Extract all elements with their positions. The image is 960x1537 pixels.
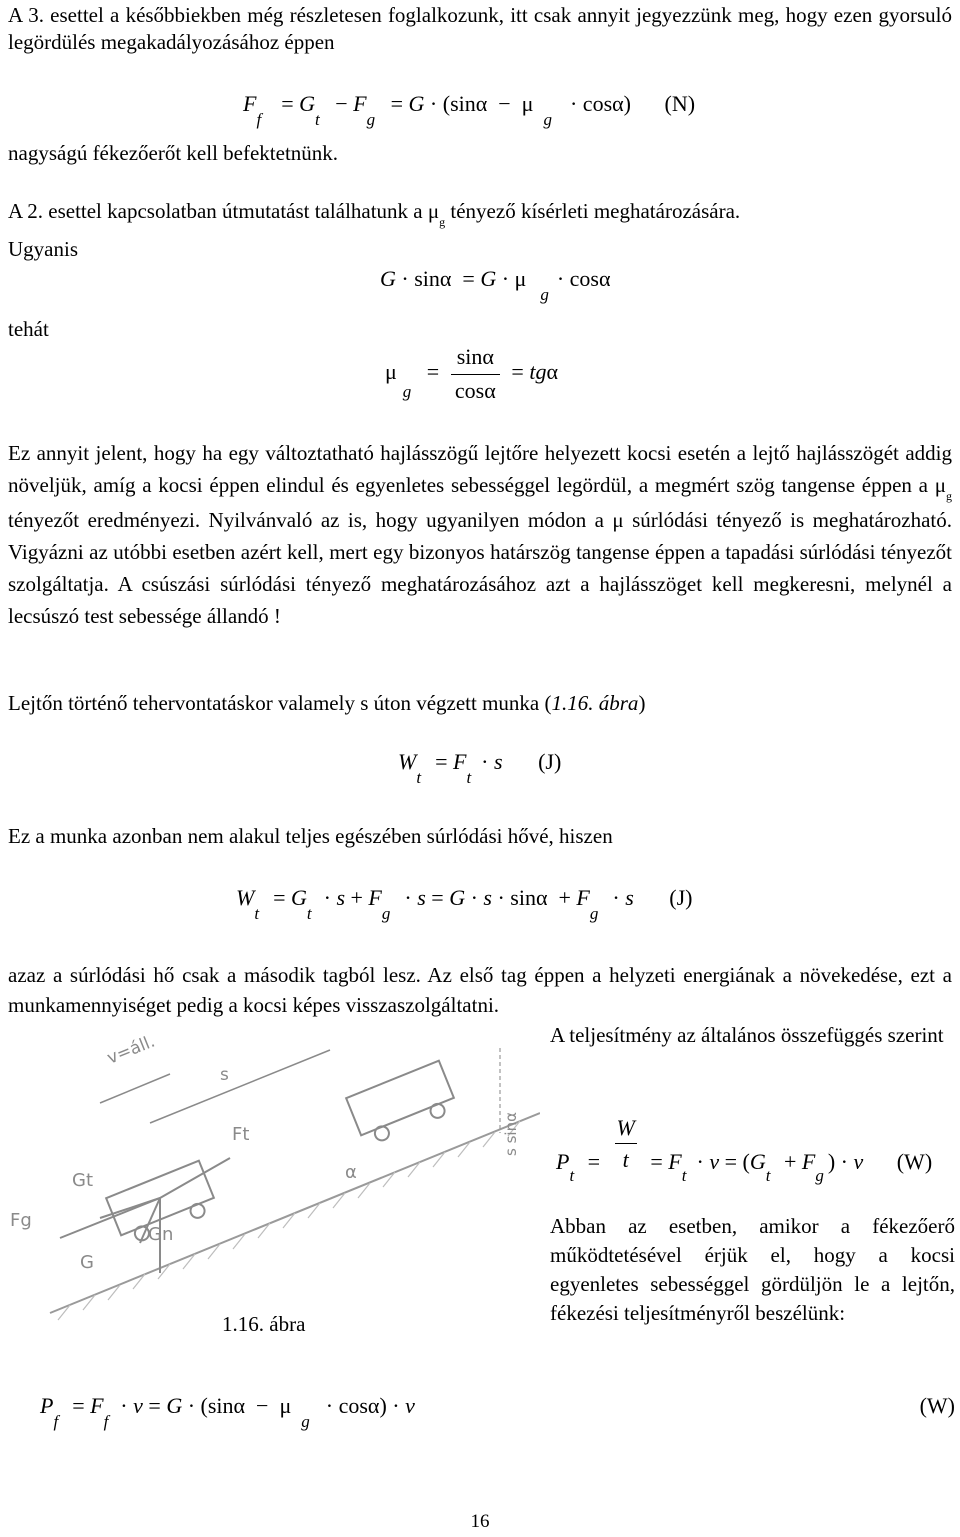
- label-tehat: tehát: [8, 317, 49, 341]
- mu-symbol: μ: [385, 359, 397, 385]
- label-alpha: α: [345, 1162, 357, 1183]
- fraction-numerator: sinα: [451, 343, 500, 375]
- equation-work-split: $W_t= G_t\cdot s + F_g\cdot s = G \cdot s \cdot \sin\alpha + F_g\cdot s$ (J): [236, 885, 693, 923]
- incline-hatching: [58, 1121, 520, 1320]
- para-power: A teljesítmény az általános összefüggés szerint: [550, 1023, 944, 1047]
- para-energy: azaz a súrlódási hő csak a második tagból lesz. Az első tag éppen a helyzeti energiának a növekedése, ezt a munkamennyiséget pedig a kocsi képes visszaszolgáltatni.: [8, 963, 952, 1017]
- mu-sub: g: [402, 382, 412, 402]
- para-work-text: Lejtőn történő tehervontatáskor valamely s úton végzett munka (: [8, 691, 552, 715]
- para-work-close: ): [638, 691, 646, 715]
- mu-g-sub: g: [946, 489, 952, 503]
- para-braking: nagyságú fékezőerőt kell befektetnünk.: [8, 141, 339, 165]
- page-number: 16: [470, 1511, 490, 1532]
- equation-equilibrium: $G \cdot \sin\alpha = G \cdot \mu_g\cdot \cos\alpha$: [380, 266, 611, 304]
- s-arrow: [150, 1050, 330, 1123]
- label-ssin: s sinα: [502, 1112, 520, 1156]
- label-g: G: [80, 1252, 94, 1273]
- para-experiment: [8, 198, 741, 229]
- fraction-denominator: t: [622, 1146, 629, 1172]
- label-s: s: [220, 1065, 229, 1085]
- equation-unit: (N): [664, 91, 696, 116]
- equation-power: $P_t=$ $\frac{W}{t}$ = $F_t\cdot v = (G_t + F_g) \cdot v$ (W): [556, 1115, 933, 1186]
- para-experiment-text: A 2. esettel kapcsolatban útmutatást találhatunk a μ: [8, 199, 440, 223]
- label-gt: Gt: [72, 1170, 94, 1191]
- ft-arrow: [160, 1158, 230, 1198]
- label-fg: Fg: [10, 1210, 32, 1231]
- figure-caption: 1.16. ábra: [222, 1312, 306, 1336]
- equation-unit: (W): [896, 1149, 933, 1175]
- cart-upper: [346, 1061, 459, 1148]
- figure-reference: 1.16. ábra: [551, 691, 639, 715]
- equation-braking-power: $P_f= F_f\cdot v = G \cdot (\sin\alpha - \mu_g\cdot \cos\alpha) \cdot v$ (W): [40, 1393, 955, 1431]
- equation-work: $W_t= F_t\cdot s$ (J): [398, 749, 562, 787]
- equation-unit: (J): [669, 885, 693, 910]
- para-explanation-b: tényezőt eredményezi. Nyilvánvaló az is, hogy ugyanilyen módon a μ súrlódási tényező is meghatározható. Vigyázni az utóbbi esetben azért kell, mert egy bizonyos határszög tangense éppen a tapadási súrlódási tényezőt szolgáltatja. A csúszási súrlódási tényező meghatározásához azt a hajlásszöget kell megkeresni, melynél a lecsúszó test sebessége állandó !: [8, 508, 952, 628]
- label-ft: Ft: [232, 1124, 250, 1145]
- label-v: v=áll.: [104, 1031, 158, 1069]
- equation-braking-force: $F_f= G_t - F_g = G \cdot (\sin\alpha - \mu_g\cdot \cos\alpha)$ (N): [243, 91, 696, 129]
- equation-unit: (J): [538, 749, 562, 774]
- label-ugyanis: Ugyanis: [8, 237, 78, 261]
- equation-unit: (W): [919, 1393, 955, 1418]
- incline-diagram: [0, 1028, 540, 1328]
- para-work: [8, 690, 645, 717]
- para-experiment-end: tényező kísérleti meghatározására.: [445, 199, 741, 223]
- para-heat: Ez a munka azonban nem alakul teljes egészében súrlódási hővé, hiszen: [8, 824, 613, 848]
- para-intro: [8, 2, 952, 57]
- label-gn: Gn: [148, 1224, 174, 1245]
- mu-subscript: g: [439, 215, 446, 229]
- figure-incline: [0, 1028, 540, 1328]
- fraction-numerator: W: [616, 1115, 635, 1140]
- para-explanation: [8, 437, 952, 632]
- para-explanation-a: Ez annyit jelent, hogy ha egy változtatható hajlásszögű lejtőre helyezett kocsi esetén a lejtő hajlásszögét addig növeljük, amíg a kocsi éppen elindul és egyenletes sebességgel legördül, a megmért szög tangense éppen a μ: [8, 441, 952, 497]
- fraction-denominator: cosα: [454, 377, 496, 403]
- v-arrow: [100, 1074, 170, 1103]
- para-braking-power: Abban az esetben, amikor a fékezőerő működtetésével érjük el, hogy a kocsi egyenletes sebességgel gördüljön le a lejtőn, fékezési teljesítményről beszélünk:: [550, 1214, 955, 1325]
- equation-mu-tg: $\mu_g$ = $\frac{\sin\alpha}{\cos\alpha}$ = tgα: [385, 343, 558, 405]
- para-intro-text: A 3. esettel a későbbiekben még részletesen foglalkozunk, itt csak annyit jegyezzünk meg, hogy ezen gyorsuló legördülés megakadályozásához éppen: [8, 3, 952, 55]
